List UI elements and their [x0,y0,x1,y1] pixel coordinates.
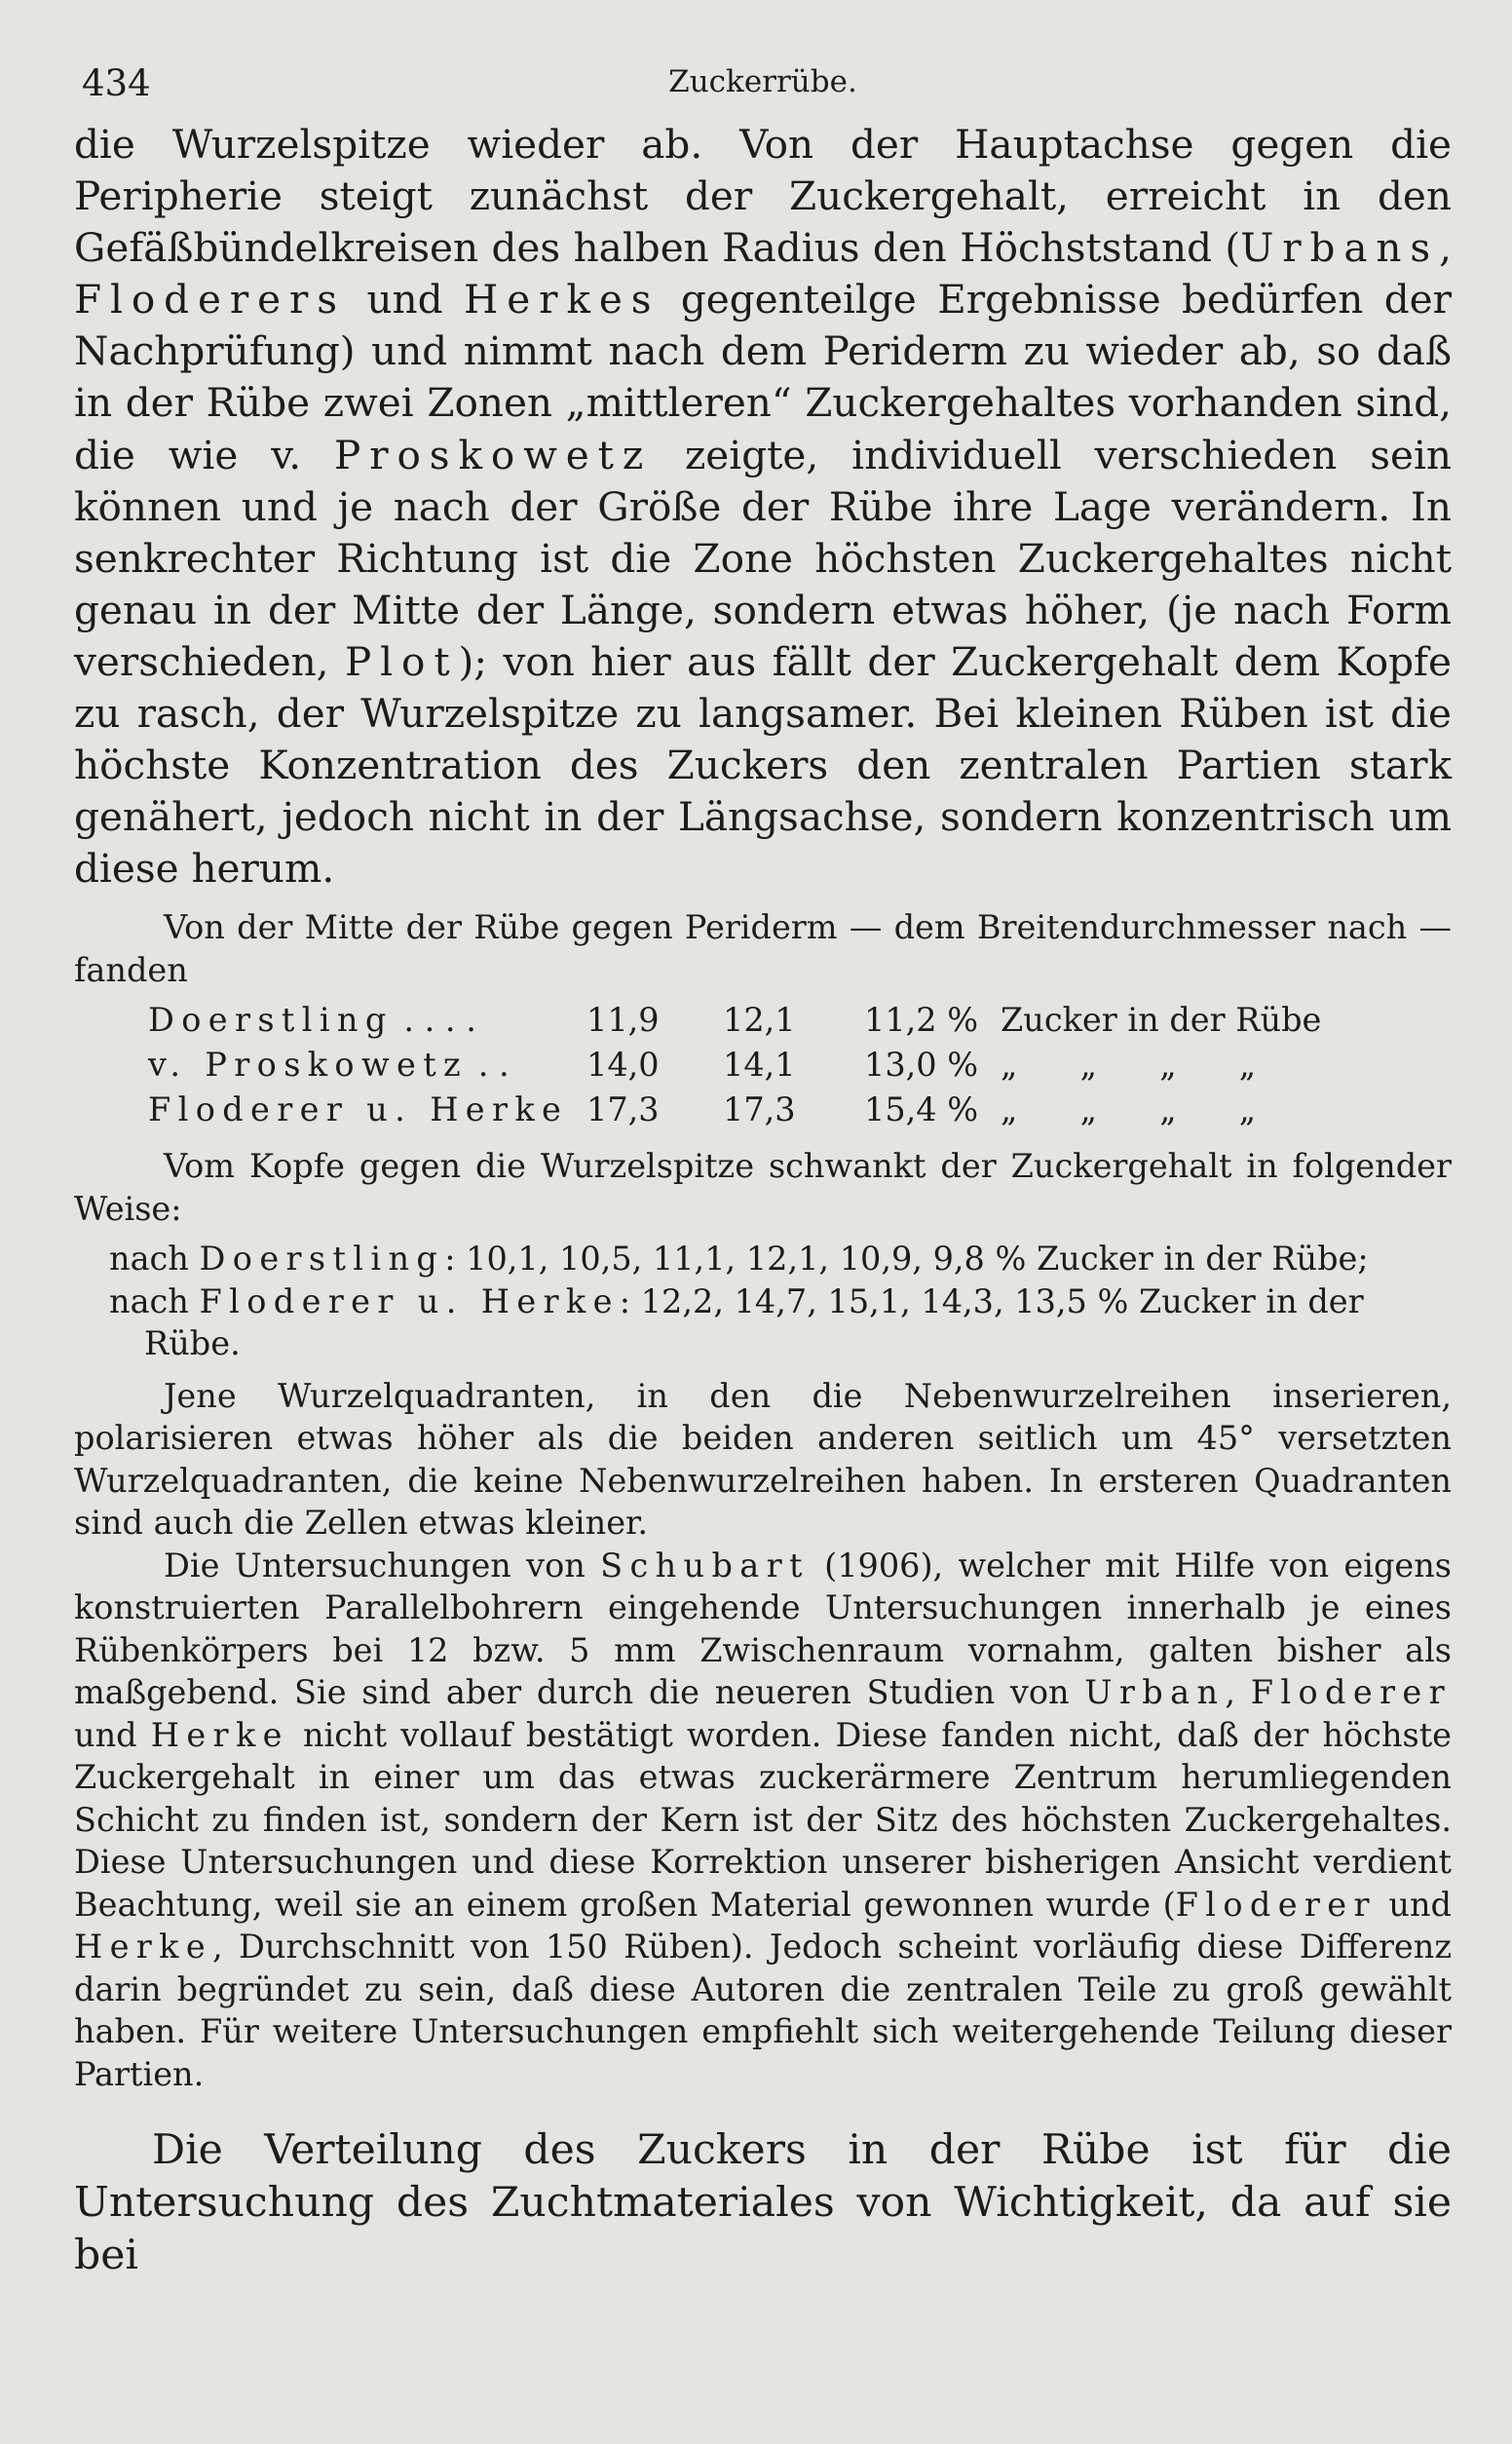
paragraph-3: Vom Kopfe gegen die Wurzelspitze schwankt der Zuckergehalt in folgender Weise: [74,1147,1452,1228]
main-text [74,119,1452,895]
table-row [148,997,1434,1042]
text-run: und [74,1715,151,1754]
text-run: nach [109,1240,200,1279]
table-row [148,1087,1434,1131]
list-item [74,1280,1452,1323]
text-run: nicht vollauf bestätigt worden. Diese fanden nicht, daß der höchste Zuckergehalt in einer um das etwas zuckerärmere Zentrum herumliegenden Schicht zu finden ist, sondern der Kern ist der Sitz des höchsten Zuckergehaltes. Diese Untersuchungen und diese Korrektion unserer bisherigen Ansicht verdient Beachtung, weil sie an einem großen Material gewonnen wurde ( [74,1715,1452,1924]
text-run: : 12,2, 14,7, 15,1, 14,3, 13,5 % Zucker in der [619,1281,1364,1320]
text-run: und [346,276,464,324]
paragraph-4: Jene Wurzelquadranten, in den die Nebenwurzelreihen inserieren, polarisieren etwas höher als die beiden anderen seitlich um 45° versetzten Wurzelquadranten, die keine Nebenwurzelreihen haben. In ersteren Quadranten sind auch die Zellen etwas kleiner. [74,1376,1452,1543]
author-name: Herke [74,1928,213,1967]
measurement-list [74,1238,1452,1365]
text-run: ); von hier aus fällt der Zuckergehalt dem Kopfe zu rasch, der Wurzelspitze zu langsamer. Bei kleinen Rüben ist die höchste Konzentration des Zuckers den zentralen Partien stark genähert, jedoch nicht in der Längsachse, sondern konzentrisch um diese herum. [74,637,1452,893]
value-cell: 13,0 % [864,1045,979,1084]
unit-cell: Zucker in der Rübe [1001,1000,1322,1039]
text-run: nach [109,1281,200,1320]
text-run: , [1439,224,1452,272]
author-name: v. Proskowetz [148,1045,469,1084]
text-run: Die Untersuchungen von [164,1546,601,1585]
list-item [74,1238,1452,1280]
text-run: die Wurzelspitze wieder ab. Von der Hauptachse gegen die Peripherie steigt zunächst der Zuckergehalt, erreicht in den Gefäßbündelkreisen des halben Radius den Höchststand ( [74,121,1452,272]
running-title: Zuckerrübe. [668,64,857,99]
author-name: Urban [1084,1673,1226,1712]
leader-dots: . . [468,1045,510,1084]
author-name: Doerstling [199,1240,445,1279]
value-cell: 11,2 % [864,1000,979,1039]
author-name: Urbans [1240,224,1440,272]
table-row [148,1042,1434,1087]
author-name: Doerstling [148,1000,394,1039]
value-cell: 17,3 [723,1089,796,1128]
author-name: Floderer u. Herke [199,1281,620,1320]
page-header [74,57,1452,119]
value-cell: 17,3 [586,1089,660,1128]
sugar-content-table [148,997,1434,1131]
text-run: und [1376,1885,1453,1924]
leader-dots: . . . . [393,1000,476,1039]
author-name: Floderer [1175,1885,1377,1924]
paragraph-2: Von der Mitte der Rübe gegen Periderm — dem Breitendurchmesser nach — fanden [74,908,1452,989]
author-name: Plot [345,637,459,685]
list-item-continuation: Rübe. [144,1324,241,1363]
paragraph-6: Die Verteilung des Zuckers in der Rübe ist für die Untersuchung des Zuchtmateriales von Wichtigkeit, da auf sie bei [74,2126,1452,2280]
unit-cell: „ „ „ „ [1001,1089,1282,1128]
value-cell: 12,1 [723,1000,796,1039]
author-name: Floderers [74,276,346,324]
paragraph-5 [74,1545,1452,2096]
small-print-section [74,906,1452,2095]
text-run: , [1225,1673,1251,1712]
text-run: , Durchschnitt von 150 Rüben). Jedoch scheint vorläufig diese Differenz darin begründet zu sein, daß diese Autoren die zentralen Teile zu groß gewählt haben. Für weitere Untersuchungen empfiehlt sich weitergehende Teilung dieser Partien. [74,1928,1452,2093]
author-name: Herkes [464,276,661,324]
author-name: Floderer [1250,1673,1452,1712]
closing-text [74,2124,1452,2282]
page-number: 434 [82,62,151,104]
value-cell: 14,1 [723,1045,796,1084]
text-run: gegenteilge Ergebnisse bedürfen der Nachprüfung) und nimmt nach dem Periderm zu wieder ab, so daß in der Rübe zwei Zonen „mittleren“ Zuckergehaltes vorhanden sind, die wie v. [74,276,1452,478]
author-name: Floderer u. Herke [148,1089,569,1128]
text-run: (1906), welcher mit Hilfe von eigens konstruierten Parallelbohrern eingehende Untersuchungen innerhalb je eines Rübenkörpers bei 12 bzw. 5 mm Zwischenraum vornahm, galten bisher als maßgebend. Sie sind aber durch die neueren Studien von [74,1546,1452,1712]
value-cell: 15,4 % [864,1089,979,1128]
value-cell: 11,9 [586,1000,660,1039]
text-run: : 10,1, 10,5, 11,1, 12,1, 10,9, 9,8 % Zucker in der Rübe; [444,1240,1369,1279]
unit-cell: „ „ „ „ [1001,1045,1282,1084]
value-cell: 14,0 [586,1045,660,1084]
text-run: zeigte, individuell verschieden sein können und je nach der Größe der Rübe ihre Lage verändern. In senkrechter Richtung ist die Zone höchsten Zuckergehaltes nicht genau in der Mitte der Länge, sondern etwas höher, (je nach Form verschieden, [74,431,1452,685]
author-name: Schubart [600,1546,810,1585]
author-name: Herke [150,1715,289,1754]
paragraph-1 [74,119,1452,895]
author-name: Proskowetz [334,431,653,478]
